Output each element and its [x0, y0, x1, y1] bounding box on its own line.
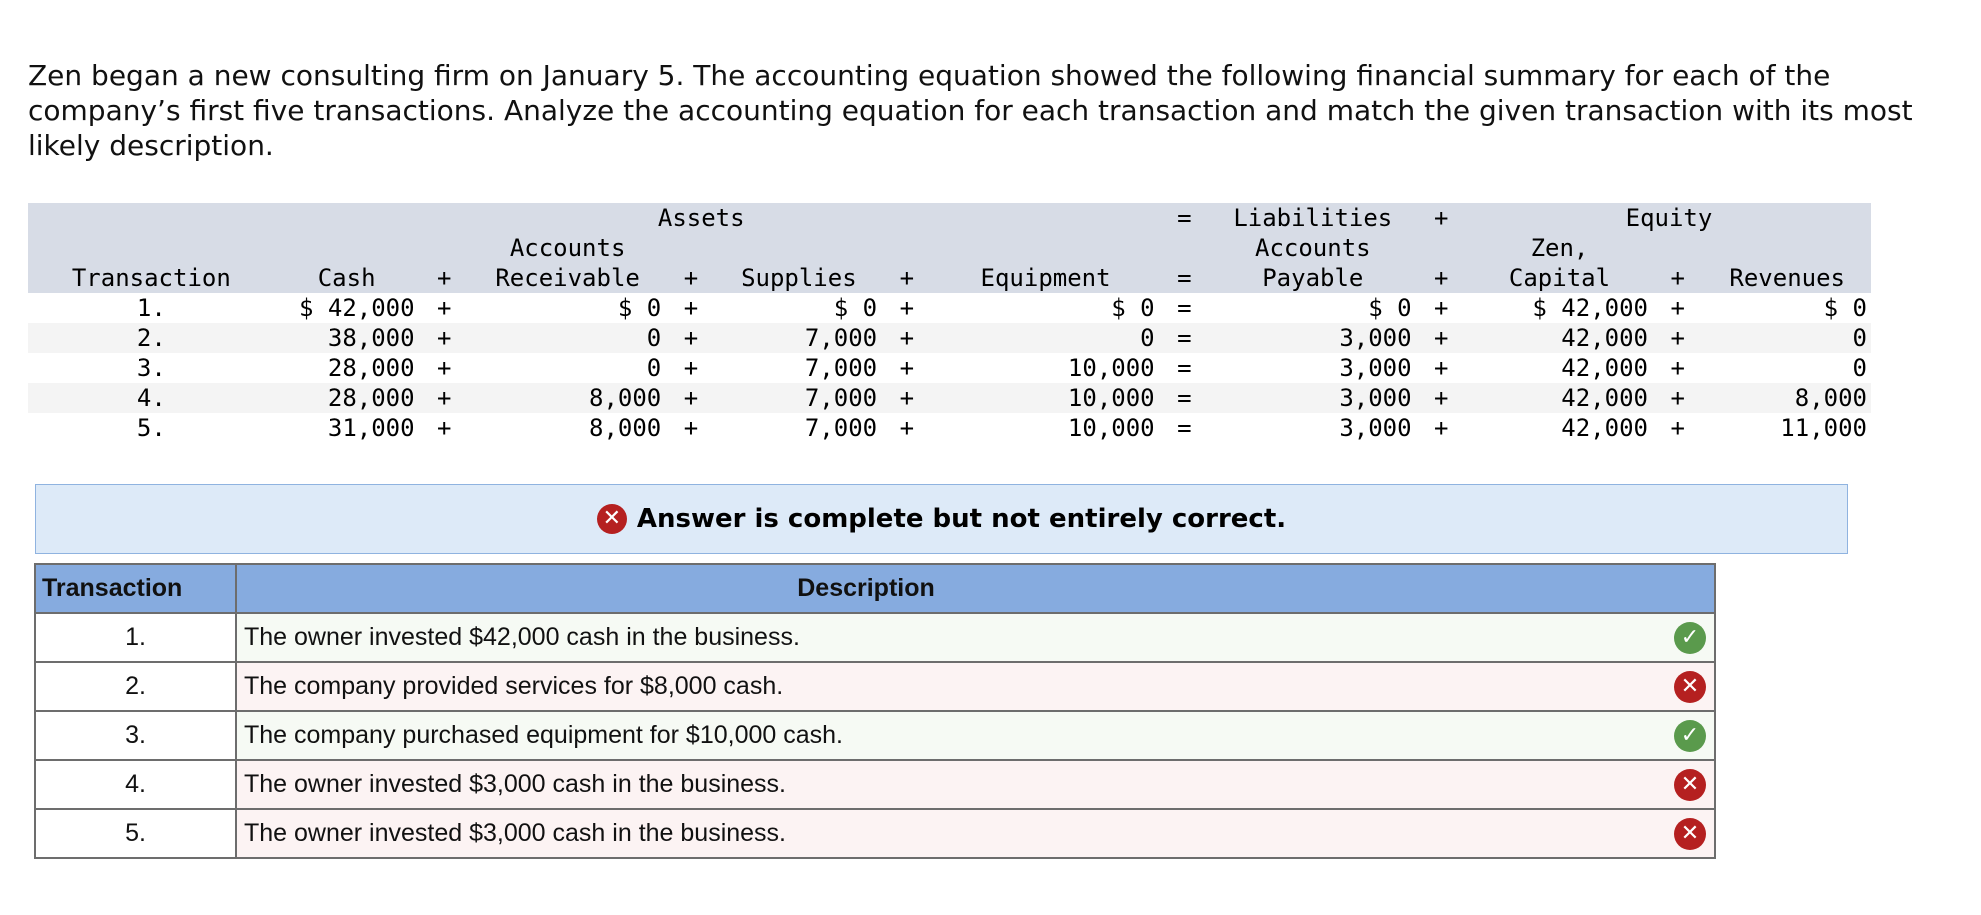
plus-sign: + — [899, 354, 915, 382]
transaction-number: 1. — [136, 294, 166, 322]
capital-value: 42,000 — [1467, 383, 1652, 413]
equipment-value: 10,000 — [1067, 354, 1155, 382]
answer-row — [35, 613, 1715, 662]
answer-description-text: The owner invested $3,000 cash in the business. — [244, 819, 787, 847]
answer-transaction-number: 4. — [35, 760, 236, 809]
answer-description-header: Description — [236, 564, 1715, 613]
supplies-value: 7,000 — [804, 354, 878, 382]
plus-sign: + — [419, 383, 470, 413]
x-circle-icon: ✕ — [1674, 671, 1706, 703]
plus-sign: + — [1416, 263, 1467, 293]
plus-sign: + — [1416, 323, 1467, 353]
ar-value: 8,000 — [589, 414, 662, 442]
plus-sign: + — [1434, 414, 1449, 442]
feedback-text: Answer is complete but not entirely correct. — [636, 504, 1287, 534]
answer-description-dropdown[interactable] — [236, 613, 1715, 662]
plus-sign: + — [665, 383, 716, 413]
equity-group-label: Equity — [1467, 203, 1871, 233]
x-circle-icon: ✕ — [1674, 818, 1706, 850]
cash-value: 38,000 — [275, 323, 419, 353]
capital-value: $ 42,000 — [1532, 294, 1648, 322]
equals-sign: = — [1159, 203, 1210, 233]
receivable-column-header: Receivable — [470, 263, 665, 293]
ar-value: 0 — [470, 323, 665, 353]
plus-sign: + — [665, 263, 716, 293]
check-circle-icon: ✓ — [1674, 622, 1706, 654]
capital-value: 42,000 — [1467, 323, 1652, 353]
plus-sign: + — [1670, 354, 1685, 382]
accounting-equation-table-wrapper — [28, 203, 1871, 443]
ap-value: 3,000 — [1339, 414, 1412, 442]
accounts-payable-header-top: Accounts — [1210, 233, 1416, 263]
revenues-value: 8,000 — [1703, 383, 1871, 413]
plus-sign: + — [437, 354, 452, 382]
plus-sign: + — [1652, 383, 1703, 413]
question-text: Zen began a new consulting firm on January 5. The accounting equation showed the following financial summary for each of the company’s first five transactions. Analyze the accounting equation for each transaction and match the given transaction with its most likely description. — [28, 59, 1913, 162]
payable-column-header: Payable — [1210, 263, 1416, 293]
answer-row — [35, 760, 1715, 809]
transaction-number: 3. — [136, 354, 166, 382]
plus-sign: + — [1434, 294, 1449, 322]
cash-column-header: Cash — [275, 263, 419, 293]
ar-value: 0 — [646, 354, 662, 382]
feedback-banner — [35, 484, 1848, 554]
equipment-column-header: Equipment — [933, 263, 1159, 293]
plus-sign: + — [1434, 354, 1449, 382]
plus-sign: + — [1670, 294, 1685, 322]
accounting-equation-table — [28, 203, 1871, 443]
answer-description-text: The company purchased equipment for $10,000 cash. — [244, 721, 843, 749]
answer-row — [35, 662, 1715, 711]
supplies-value: $ 0 — [833, 294, 878, 322]
answer-description-dropdown[interactable] — [236, 809, 1715, 858]
plus-sign: + — [881, 383, 932, 413]
equation-row — [28, 323, 1871, 353]
supplies-value: 7,000 — [717, 383, 881, 413]
plus-sign: + — [665, 323, 716, 353]
supplies-column-header: Supplies — [717, 263, 881, 293]
answer-description-dropdown[interactable] — [236, 760, 1715, 809]
equals-sign: = — [1159, 323, 1210, 353]
answer-table — [34, 563, 1716, 859]
plus-sign: + — [881, 263, 932, 293]
cash-value: $ 42,000 — [298, 294, 415, 322]
x-circle-icon: ✕ — [1674, 769, 1706, 801]
equipment-value: 0 — [933, 323, 1159, 353]
answer-transaction-header: Transaction — [35, 564, 236, 613]
answer-description-text: The company provided services for $8,000 cash. — [244, 672, 784, 700]
equals-sign: = — [1159, 263, 1210, 293]
capital-header-top: Zen, — [1467, 233, 1652, 263]
plus-sign: + — [1652, 323, 1703, 353]
plus-sign: + — [1670, 414, 1685, 442]
equation-row — [28, 383, 1871, 413]
plus-sign: + — [1416, 383, 1467, 413]
ar-value: 8,000 — [470, 383, 665, 413]
transaction-column-header: Transaction — [28, 263, 275, 293]
ar-value: $ 0 — [617, 294, 662, 322]
plus-sign: + — [437, 294, 452, 322]
equation-row — [28, 293, 1871, 323]
answer-row — [35, 809, 1715, 858]
assets-group-label: Assets — [470, 203, 933, 233]
equals-sign: = — [1177, 414, 1192, 442]
capital-value: 42,000 — [1561, 354, 1648, 382]
plus-sign: + — [419, 263, 470, 293]
plus-sign: + — [1416, 203, 1467, 233]
ap-value: $ 0 — [1368, 294, 1412, 322]
check-circle-icon: ✓ — [1674, 720, 1706, 752]
revenues-value: $ 0 — [1823, 294, 1867, 322]
answer-transaction-number: 1. — [35, 613, 236, 662]
accounts-receivable-header-top: Accounts — [470, 233, 665, 263]
answer-description-dropdown[interactable] — [236, 662, 1715, 711]
plus-sign: + — [881, 323, 932, 353]
answer-transaction-number: 2. — [35, 662, 236, 711]
ap-value: 3,000 — [1210, 323, 1416, 353]
equipment-value: 10,000 — [1067, 414, 1155, 442]
revenues-value: 0 — [1703, 323, 1871, 353]
supplies-value: 7,000 — [804, 414, 878, 442]
equals-sign: = — [1177, 354, 1192, 382]
capital-value: 42,000 — [1561, 414, 1648, 442]
capital-column-header: Capital — [1467, 263, 1652, 293]
supplies-value: 7,000 — [717, 323, 881, 353]
answer-description-dropdown[interactable] — [236, 711, 1715, 760]
plus-sign: + — [1652, 263, 1703, 293]
plus-sign: + — [683, 354, 699, 382]
plus-sign: + — [419, 323, 470, 353]
equation-row — [28, 413, 1871, 443]
transaction-number: 2. — [28, 323, 275, 353]
plus-sign: + — [683, 294, 699, 322]
transaction-number: 4. — [28, 383, 275, 413]
cash-value: 31,000 — [327, 414, 415, 442]
cash-value: 28,000 — [327, 354, 415, 382]
liabilities-group-label: Liabilities — [1210, 203, 1416, 233]
equals-sign: = — [1159, 383, 1210, 413]
answer-row — [35, 711, 1715, 760]
answer-transaction-number: 5. — [35, 809, 236, 858]
ap-value: 3,000 — [1210, 383, 1416, 413]
cash-value: 28,000 — [275, 383, 419, 413]
plus-sign: + — [899, 414, 915, 442]
plus-sign: + — [683, 414, 699, 442]
x-circle-icon: ✕ — [597, 504, 627, 534]
transaction-number: 5. — [136, 414, 166, 442]
equipment-value: $ 0 — [1111, 294, 1155, 322]
answer-description-text: The owner invested $42,000 cash in the business. — [244, 623, 800, 651]
plus-sign: + — [437, 414, 452, 442]
revenues-column-header: Revenues — [1703, 263, 1871, 293]
plus-sign: + — [899, 294, 915, 322]
answer-description-text: The owner invested $3,000 cash in the business. — [244, 770, 787, 798]
ap-value: 3,000 — [1339, 354, 1412, 382]
answer-transaction-number: 3. — [35, 711, 236, 760]
equals-sign: = — [1177, 294, 1192, 322]
equipment-value: 10,000 — [933, 383, 1159, 413]
revenues-value: 0 — [1852, 354, 1867, 382]
equation-row — [28, 353, 1871, 383]
revenues-value: 11,000 — [1780, 414, 1867, 442]
